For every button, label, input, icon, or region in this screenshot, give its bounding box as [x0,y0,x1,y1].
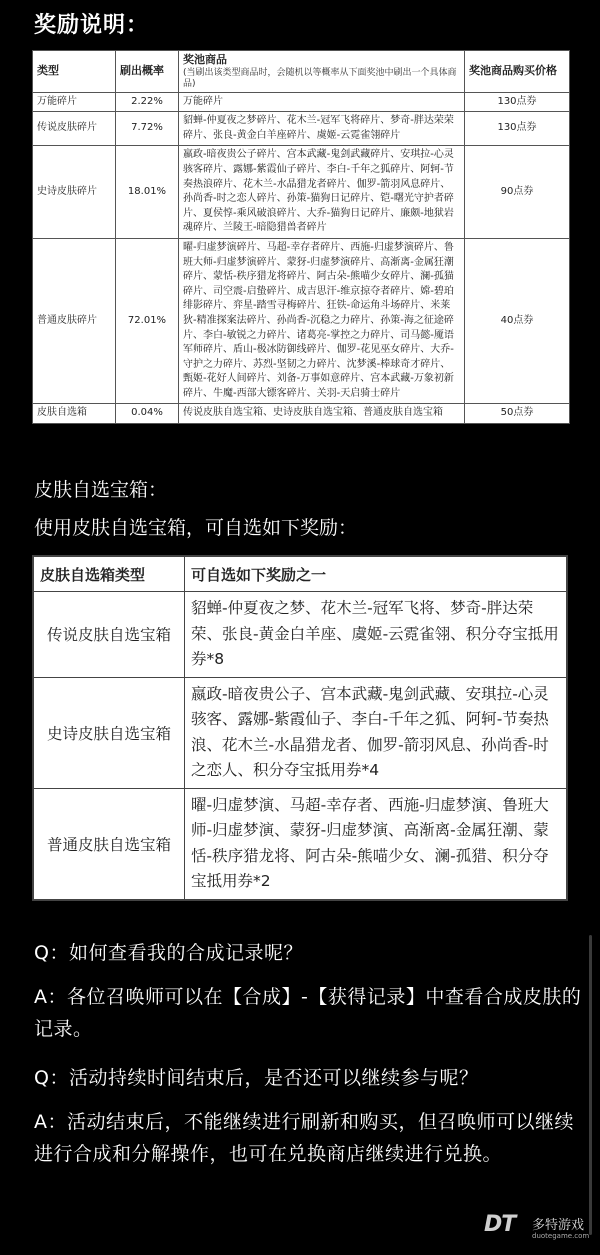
table-row [33,238,570,404]
header-item-label: 奖池商品 [183,53,227,66]
box-table-header [33,556,567,592]
table-row [33,146,570,239]
reward-section-title: 奖励说明： [34,13,150,38]
header-type: 类型 [33,51,116,93]
table-row [33,92,570,112]
box-row-type: 史诗皮肤自选宝箱 [33,677,185,788]
header-item [179,51,465,93]
table-row [33,404,570,424]
box-table [32,555,568,901]
watermark-name: 多特游戏 [532,1218,585,1233]
table-row [33,788,567,900]
row-type: 传说皮肤碎片 [33,112,116,146]
row-price: 130点券 [465,92,570,112]
watermark [484,1212,590,1240]
header-rate: 刷出概率 [116,51,179,93]
box-row-type: 普通皮肤自选宝箱 [33,788,185,900]
watermark-logo-icon: DT [484,1212,516,1237]
row-rate: 72.01% [116,238,179,404]
box-section-subtitle: 使用皮肤自选宝箱，可自选如下奖励： [34,517,358,539]
row-items: 曜-归虚梦演碎片、马超-幸存者碎片、西施-归虚梦演碎片、鲁班大师-归虚梦演碎片、蒙犽-归虚梦演碎片、高渐离-金属狂潮碎片、蒙恬-秩序猎龙将碎片、阿古朵-熊喵少女碎片、澜-孤猫碎片、司空震-启蛰碎片、成吉思汗-维京掠夺者碎片、嫦-碧珀绯影碎片、弈星-踏雪寻梅碎片、狂铁-命运角斗场碎片、米莱狄-精准探案法碎片、孙尚香-沉稳之力碎片、孙策-海之征途碎片、李白-敏锐之力碎片、诸葛亮-掌控之力碎片、司马懿-魇语军师碎片、盾山-极冰防御线碎片、伽罗-花见巫女碎片、大乔-守护之力碎片、苏烈-坚韧之力碎片、沈梦溪-棒球奇才碎片、甄姬-花好人间碎片、刘备-万事如意碎片、宫本武藏-万象初新碎片、牛魔-西部大镖客碎片、关羽-天启骑士碎片 [179,238,465,404]
box-row-items: 曜-归虚梦演、马超-幸存者、西施-归虚梦演、鲁班大师-归虚梦演、蒙犽-归虚梦演、高渐离-金属狂潮、蒙恬-秩序猎龙将、阿古朵-熊喵少女、澜-孤猎、积分夺宝抵用券*2 [185,788,568,900]
row-type: 普通皮肤碎片 [33,238,116,404]
row-items: 传说皮肤自选宝箱、史诗皮肤自选宝箱、普通皮肤自选宝箱 [179,404,465,424]
row-items: 万能碎片 [179,92,465,112]
box-row-items: 貂蝉-仲夏夜之梦、花木兰-冠军飞将、梦奇-胖达荣荣、张良-黄金白羊座、虞姬-云霓雀翎、积分夺宝抵用券*8 [185,592,568,678]
row-price: 90点券 [465,146,570,239]
scrollbar[interactable] [589,935,592,1235]
row-rate: 7.72% [116,112,179,146]
box-header-items: 可自选如下奖励之一 [185,556,568,592]
header-item-note: (当刷出该类型商品时，会随机以等概率从下面奖池中刷出一个具体商品) [183,67,457,89]
row-price: 40点券 [465,238,570,404]
row-type: 皮肤自选箱 [33,404,116,424]
table-row [33,677,567,788]
reward-table-header [33,51,570,93]
row-type: 万能碎片 [33,92,116,112]
table-row [33,112,570,146]
row-items: 貂蝉-仲夏夜之梦碎片、花木兰-冠军飞将碎片、梦奇-胖达荣荣碎片、张良-黄金白羊座碎片、虞姬-云霓雀翎碎片 [179,112,465,146]
row-rate: 0.04% [116,404,179,424]
row-rate: 18.01% [116,146,179,239]
box-section-title: 皮肤自选宝箱： [34,479,168,501]
box-row-items: 嬴政-暗夜贵公子、宫本武藏-鬼剑武藏、安琪拉-心灵骇客、露娜-紫霞仙子、李白-千年之狐、阿轲-节奏热浪、花木兰-水晶猎龙者、伽罗-箭羽风息、孙尚香-时之恋人、积分夺宝抵用券*4 [185,677,568,788]
header-price: 奖池商品购买价格 [465,51,570,93]
faq-question-2: Q：活动持续时间结束后，是否还可以继续参与呢？ [34,1067,479,1089]
row-price: 130点券 [465,112,570,146]
reward-table [32,50,570,424]
box-header-type: 皮肤自选箱类型 [33,556,185,592]
watermark-url: duotegame.com [532,1232,590,1240]
box-row-type: 传说皮肤自选宝箱 [33,592,185,678]
table-row [33,592,567,678]
row-rate: 2.22% [116,92,179,112]
faq-question-1: Q：如何查看我的合成记录呢？ [34,942,303,964]
row-items: 嬴政-暗夜贵公子碎片、宫本武藏-鬼剑武藏碎片、安琪拉-心灵骇客碎片、露娜-紫霞仙子碎片、李白-千年之狐碎片、阿轲-节奏热浪碎片、花木兰-水晶猎龙者碎片、伽罗-箭羽风息碎片、孙尚香-时之恋人碎片、孙策-猫狗日记碎片、铠-曙光守护者碎片、夏侯惇-乘风破浪碎片、大乔-猫狗日记碎片、廉颇-地狱岩魂碎片、兰陵王-暗隐猎兽者碎片 [179,146,465,239]
faq-answer-1: A：各位召唤师可以在【合成】-【获得记录】中查看合成皮肤的记录。 [34,986,582,1040]
row-type: 史诗皮肤碎片 [33,146,116,239]
faq-answer-2: A：活动结束后，不能继续进行刷新和购买，但召唤师可以继续进行合成和分解操作，也可在兑换商店继续进行兑换。 [34,1111,574,1165]
row-price: 50点券 [465,404,570,424]
